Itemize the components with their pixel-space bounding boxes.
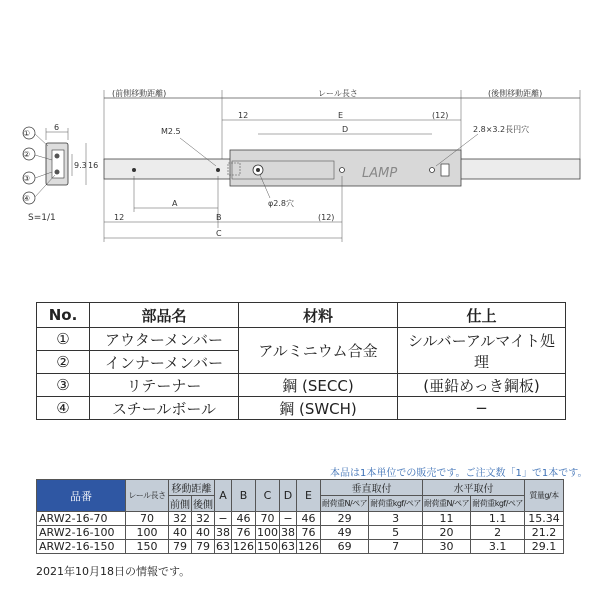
part-finish: シルバーアルマイト処理	[398, 328, 566, 374]
part-finish: −	[398, 397, 566, 420]
spec-header-row	[37, 480, 564, 496]
spec-cell: 46	[297, 512, 321, 526]
spec-cell-model: ARW2-16-70	[37, 512, 126, 526]
part-name: インナーメンバー	[90, 351, 239, 374]
spec-cell: 76	[297, 526, 321, 540]
table-row	[37, 397, 566, 420]
spec-cell: 3	[369, 512, 423, 526]
spec-header-c: C	[256, 480, 280, 512]
part-material: 鋼 (SWCH)	[239, 397, 398, 420]
spec-cell: 150	[126, 540, 169, 554]
dim-12-paren: (12)	[432, 111, 449, 120]
parts-header-finish: 仕上	[398, 303, 566, 328]
spec-cell: 21.2	[525, 526, 564, 540]
table-row	[37, 512, 564, 526]
spec-header-h-load-n: 耐荷重N/ペア	[422, 496, 470, 512]
spec-cell: 70	[256, 512, 280, 526]
spec-cell: 32	[169, 512, 192, 526]
spec-cell: 40	[192, 526, 215, 540]
spec-cell-model: ARW2-16-100	[37, 526, 126, 540]
m25-label: M2.5	[161, 127, 181, 136]
callout-2: ②	[23, 150, 31, 159]
spec-header-model: 品番	[37, 480, 126, 512]
spec-cell: 69	[321, 540, 369, 554]
spec-cell: 3.1	[471, 540, 525, 554]
spec-cell: 29	[321, 512, 369, 526]
dim-b: B	[216, 213, 222, 222]
spec-cell: 126	[233, 540, 254, 553]
part-name: リテーナー	[90, 374, 239, 397]
spec-cell: 2	[471, 526, 525, 540]
spec-header-d: D	[280, 480, 297, 512]
parts-header-name: 部品名	[90, 303, 239, 328]
callout-3: ③	[23, 174, 31, 183]
dim-e: E	[338, 111, 344, 120]
spec-cell: 38	[281, 526, 295, 539]
spec-cell: 100	[126, 526, 169, 540]
spec-cell: −	[215, 512, 232, 526]
parts-header-row	[37, 303, 566, 328]
spec-cell-model: ARW2-16-150	[37, 540, 126, 554]
parts-header-no: No.	[37, 303, 90, 328]
spec-header-mass: 質量g/本	[525, 480, 564, 512]
spec-header-a: A	[215, 480, 232, 512]
front-travel-label: (前側移動距離)	[112, 89, 167, 98]
spec-cell: 7	[369, 540, 423, 554]
spec-header-b: B	[232, 480, 256, 512]
callout-4: ④	[23, 194, 31, 203]
parts-header-material: 材料	[239, 303, 398, 328]
spec-cell: −	[280, 512, 297, 526]
spec-header-rear: 後側	[192, 496, 215, 512]
spec-header-front: 前側	[169, 496, 192, 512]
spec-cell: 46	[232, 512, 256, 526]
part-material: アルミニウム合金	[239, 328, 398, 374]
spec-cell: 38	[216, 526, 230, 539]
dim-12-left: 12	[114, 213, 125, 222]
spec-cell: 126	[298, 540, 319, 553]
spec-cell: 63	[216, 540, 230, 553]
spec-cell: 49	[321, 526, 369, 540]
part-material: 鋼 (SECC)	[239, 374, 398, 397]
spec-header-travel: 移動距離	[169, 480, 215, 496]
rail-drawing	[0, 0, 600, 250]
spec-cell: 20	[422, 526, 470, 540]
spec-cell: 29.1	[525, 540, 564, 554]
dim-a: A	[172, 199, 178, 208]
dim-12-top: 12	[238, 111, 249, 120]
spec-table	[36, 479, 564, 554]
spec-header-h-load-kg: 耐荷重kgf/ペア	[471, 496, 525, 512]
parts-table	[36, 302, 566, 420]
spec-cell: 11	[422, 512, 470, 526]
spec-cell: 15.34	[525, 512, 564, 526]
info-date: 2021年10月18日の情報です。	[36, 565, 191, 578]
dim-12-bottom: (12)	[318, 213, 335, 222]
spec-header-vertical: 垂直取付	[321, 480, 423, 496]
part-name: アウターメンバー	[90, 328, 239, 351]
spec-cell: 70	[126, 512, 169, 526]
part-no: ③	[37, 374, 90, 397]
side-dim-93: 9.3	[74, 161, 87, 170]
slot-label: 2.8×3.2長円穴	[473, 125, 530, 134]
part-no: ②	[37, 351, 90, 374]
spec-cell: 5	[369, 526, 423, 540]
spec-header-rail: レール長さ	[126, 480, 169, 512]
spec-cell: 76	[232, 526, 256, 540]
spec-cell: 79	[169, 540, 192, 554]
part-no: ④	[37, 397, 90, 420]
spec-header-horizontal: 水平取付	[422, 480, 524, 496]
rail-length-label: レール長さ	[318, 89, 358, 98]
spec-header-v-load-kg: 耐荷重kgf/ペア	[369, 496, 423, 512]
spec-cell: 63	[281, 540, 295, 553]
spec-cell: 40	[169, 526, 192, 540]
table-row	[37, 526, 564, 540]
dim-c: C	[216, 229, 222, 238]
sales-note: 本品は1本単位での販売です。ご注文数「1」で1本です。	[330, 468, 588, 479]
side-dim-6: 6	[54, 123, 60, 132]
scale-label: S=1/1	[28, 213, 56, 223]
part-finish: (亜鉛めっき鋼板)	[398, 374, 566, 397]
hole-label: φ2.8穴	[268, 199, 294, 208]
spec-cell: 150	[257, 540, 278, 553]
side-dim-16: 16	[88, 161, 99, 170]
spec-header-v-load-n: 耐荷重N/ペア	[321, 496, 369, 512]
rear-travel-label: (後側移動距離)	[488, 89, 543, 98]
spec-header-e: E	[297, 480, 321, 512]
dim-d: D	[342, 125, 349, 134]
spec-cell: 100	[257, 526, 278, 539]
spec-cell: 79	[192, 540, 215, 554]
spec-cell: 30	[422, 540, 470, 554]
spec-cell: 32	[192, 512, 215, 526]
brand-logo: LAMP	[362, 166, 398, 181]
table-row	[37, 374, 566, 397]
part-no: ①	[37, 328, 90, 351]
part-name: スチールボール	[90, 397, 239, 420]
table-row	[37, 540, 564, 554]
table-row	[37, 328, 566, 351]
callout-1: ①	[23, 129, 31, 138]
spec-cell: 1.1	[471, 512, 525, 526]
